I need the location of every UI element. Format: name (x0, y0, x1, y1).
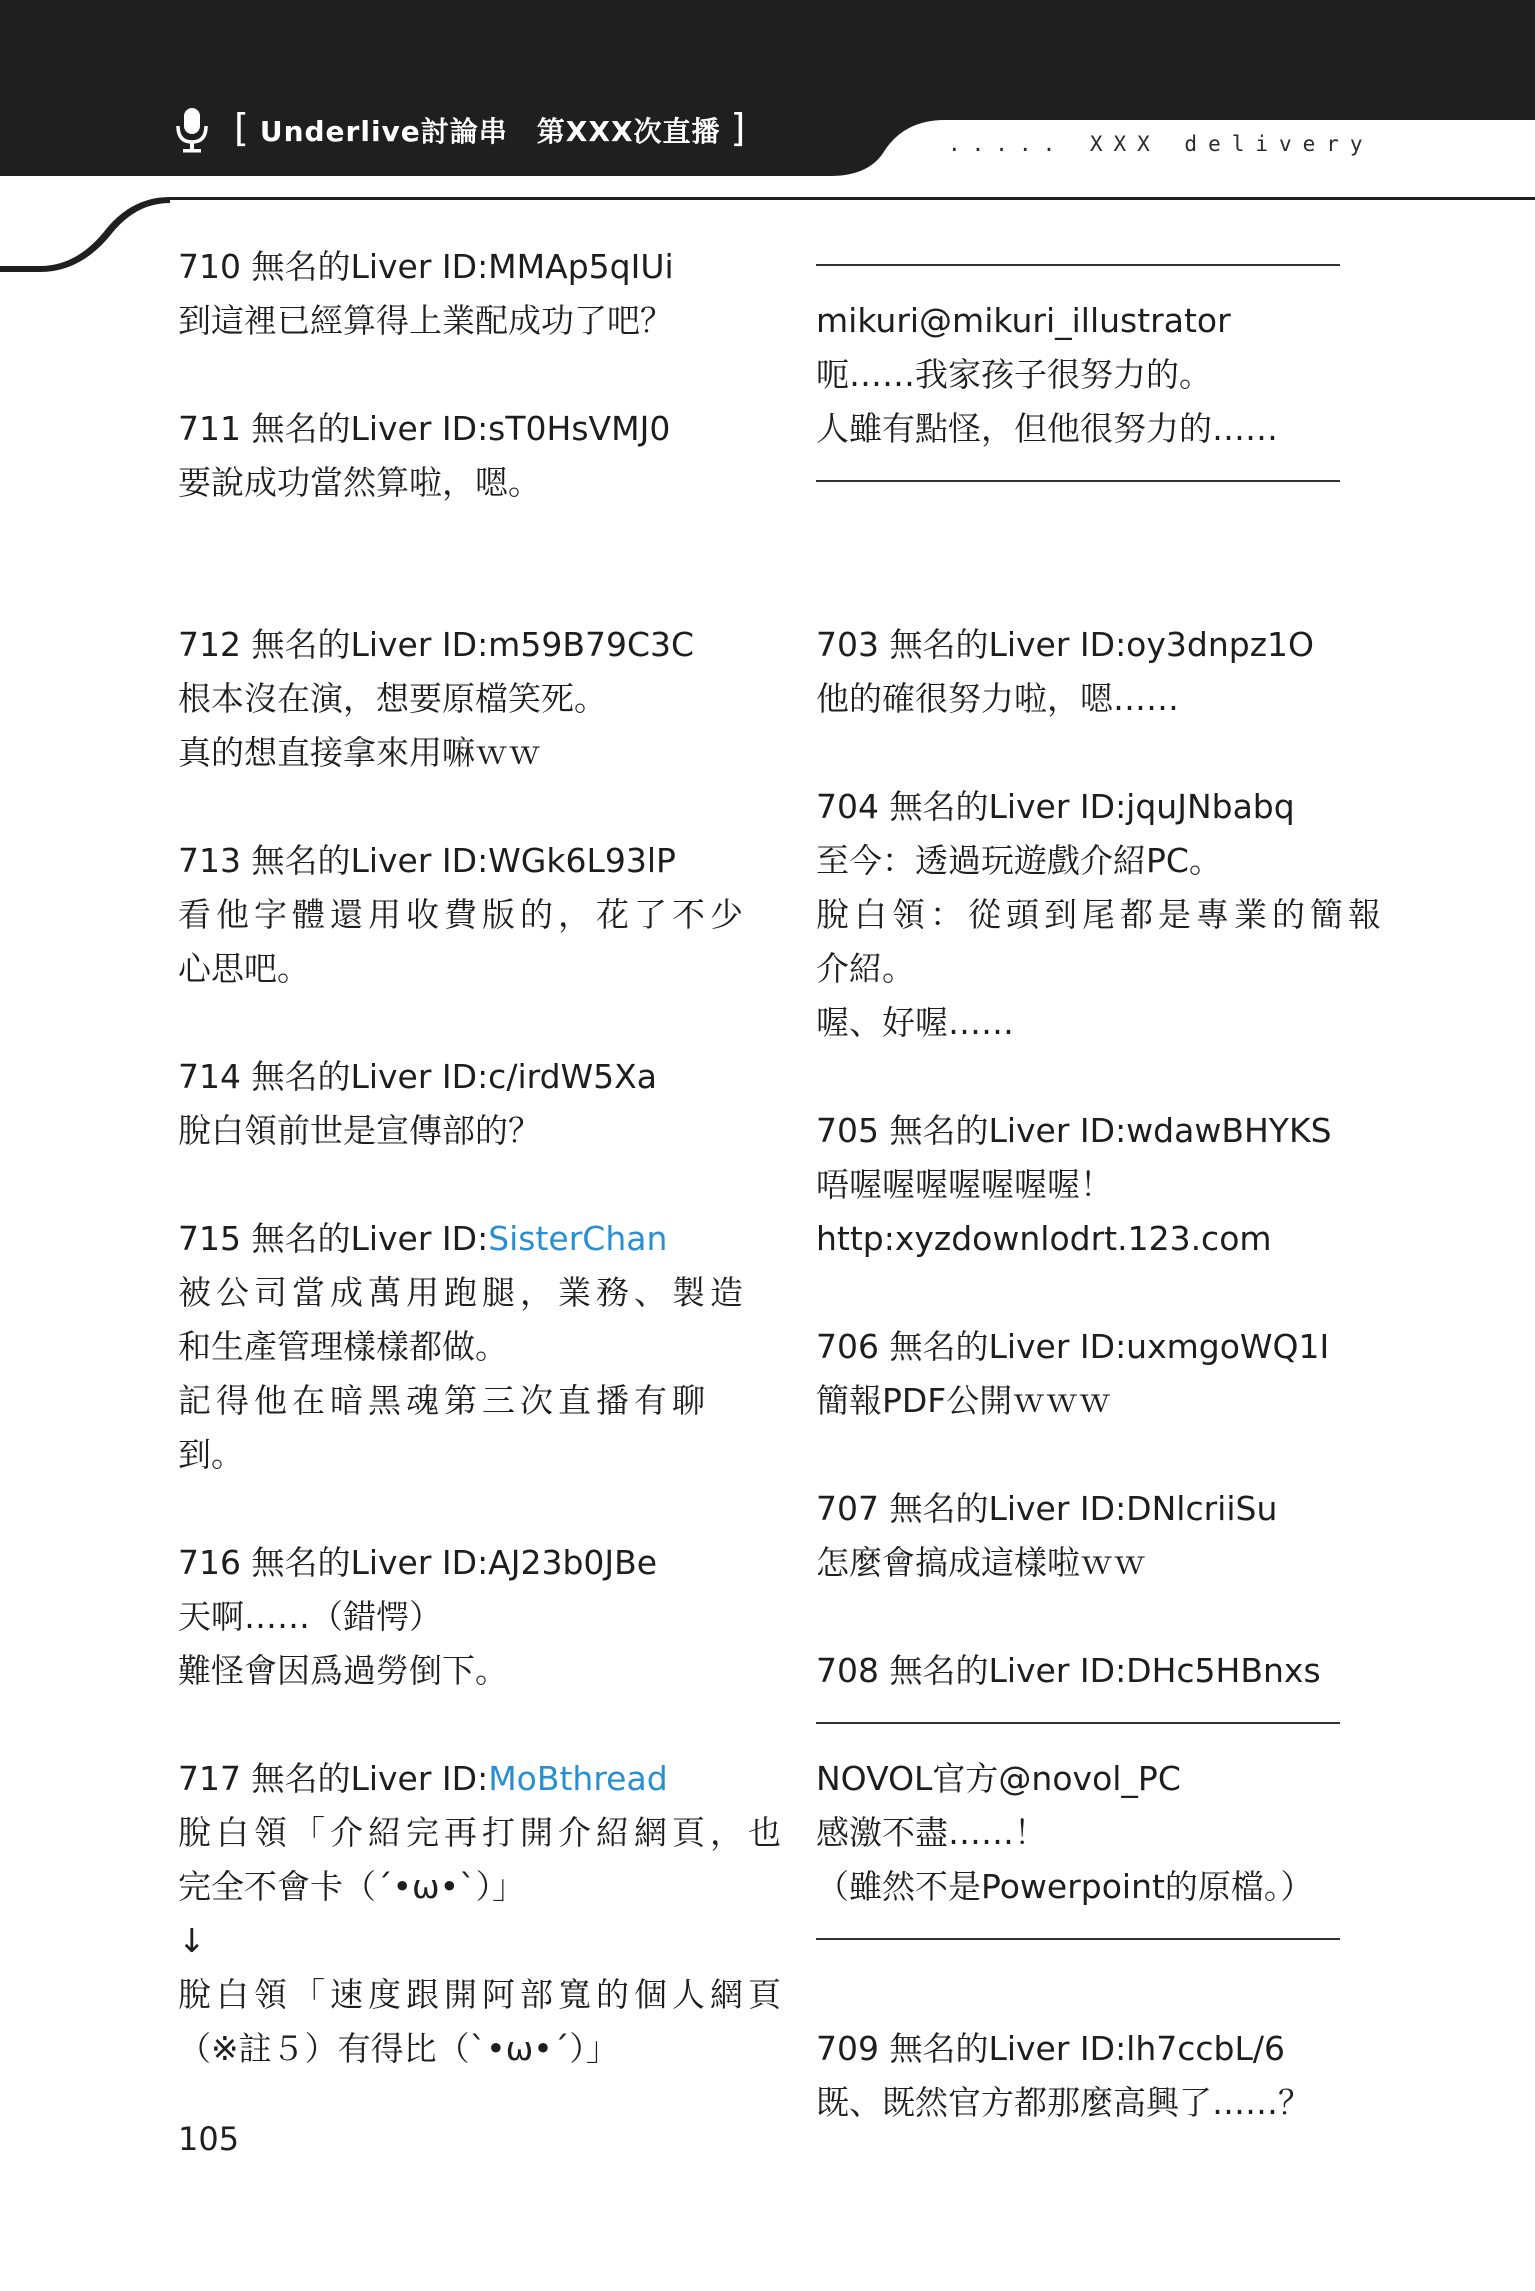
line-text: 感激不盡……！ (816, 1813, 1047, 1852)
line-text: 看他字體還用收費版的，花了不少 (178, 895, 748, 934)
post-line (816, 672, 1376, 726)
post-line (816, 942, 1376, 996)
post-line (178, 1374, 738, 1428)
line-text: 711 無名的Liver ID:sT0HsVMJ0 (178, 409, 671, 448)
page-number: 105 (178, 2120, 240, 2158)
right-column (816, 240, 1386, 2130)
line-text: 715 無名的Liver ID: (178, 1219, 489, 1258)
post-line (178, 1860, 738, 1914)
line-text: 天啊……（錯愕） (178, 1597, 442, 1636)
line-text: 到。 (178, 1435, 244, 1474)
blank-line (178, 1482, 738, 1536)
line-text: 真的想直接拿來用嘛ｗｗ (178, 733, 541, 772)
post-line (816, 1212, 1376, 1266)
post-header (816, 1644, 1376, 1698)
post-header (816, 1104, 1376, 1158)
line-text: 簡報PDF公開ｗｗｗ (816, 1381, 1112, 1420)
line-text: 難怪會因爲過勞倒下。 (178, 1651, 508, 1690)
post-line (816, 1860, 1376, 1914)
post-line (178, 456, 738, 510)
line-text: 714 無名的Liver ID:c/irdW5Xa (178, 1057, 657, 1096)
blank-line (178, 1158, 738, 1212)
divider (816, 240, 1376, 294)
delivery-tagline: ..... XXX delivery (948, 132, 1374, 156)
blank-line (178, 780, 738, 834)
post-line (816, 1752, 1376, 1806)
post-line (178, 1644, 738, 1698)
line-text: 他的確很努力啦，嗯…… (816, 679, 1179, 718)
line-text: 709 無名的Liver ID:lh7ccbL/6 (816, 2029, 1285, 2068)
line-text: 706 無名的Liver ID:uxmgoWQ1I (816, 1327, 1330, 1366)
post-line (178, 726, 738, 780)
line-text: 心思吧。 (178, 949, 310, 988)
post-header (816, 2022, 1376, 2076)
line-text: 716 無名的Liver ID:AJ23b0JBe (178, 1543, 658, 1582)
line-text: ↓ (178, 1921, 206, 1960)
blank-line (816, 1050, 1376, 1104)
line-text: 713 無名的Liver ID:WGk6L93lP (178, 841, 676, 880)
line-text: （雖然不是Powerpoint的原檔。） (816, 1867, 1314, 1906)
post-header (178, 1752, 738, 1806)
post-header (816, 780, 1376, 834)
blank-line (816, 1968, 1376, 2022)
blank-line (178, 510, 738, 564)
post-line (816, 888, 1386, 942)
bracket-open: [ (234, 106, 250, 150)
blank-line (816, 1590, 1376, 1644)
post-line (816, 1158, 1376, 1212)
post-line (178, 672, 738, 726)
line-text: NOVOL官方@novol_PC (816, 1759, 1181, 1798)
post-line (178, 294, 738, 348)
blank-line (816, 510, 1376, 564)
left-column (178, 240, 786, 2076)
line-text: 710 無名的Liver ID:MMAp5qIUi (178, 247, 674, 286)
post-line (178, 1590, 738, 1644)
post-header (178, 240, 738, 294)
blank-line (816, 1266, 1376, 1320)
post-header (816, 618, 1376, 672)
line-text: 完全不會卡（´•ω•`）」 (178, 1867, 526, 1906)
post-line (178, 888, 748, 942)
post-line (178, 2022, 738, 2076)
blank-line (178, 996, 738, 1050)
blank-line (178, 1698, 738, 1752)
line-text: 712 無名的Liver ID:m59B79C3C (178, 625, 695, 664)
line-text: 705 無名的Liver ID:wdawBHYKS (816, 1111, 1332, 1150)
post-line (178, 1320, 738, 1374)
line-text: 喔、好喔…… (816, 1003, 1014, 1042)
line-text: 怎麼會搞成這樣啦ｗｗ (816, 1543, 1146, 1582)
divider (816, 1698, 1376, 1752)
post-line (816, 402, 1376, 456)
post-header (178, 1212, 738, 1266)
line-text: （※註５）有得比（`•ω•´）」 (178, 2029, 619, 2068)
thread-title-text: Underlive討論串 第XXX次直播 (259, 115, 721, 148)
post-line (816, 2076, 1376, 2130)
line-text: 呃……我家孩子很努力的。 (816, 355, 1212, 394)
line-text: 介紹。 (816, 949, 915, 988)
microphone-icon (172, 106, 212, 154)
line-text: 717 無名的Liver ID: (178, 1759, 489, 1798)
blank-line (816, 726, 1376, 780)
blank-line (178, 348, 738, 402)
post-line (816, 1536, 1376, 1590)
divider (816, 456, 1376, 510)
line-text: 人雖有點怪，但他很努力的…… (816, 409, 1278, 448)
post-header (178, 1536, 738, 1590)
line-text: 要說成功當然算啦，嗯。 (178, 463, 541, 502)
line-text: 和生產管理樣樣都做。 (178, 1327, 508, 1366)
line-text: 脫白領：從頭到尾都是專業的簡報 (816, 895, 1386, 934)
line-text: 703 無名的Liver ID:oy3dnpz1O (816, 625, 1314, 664)
line-text: 707 無名的Liver ID:DNlcriiSu (816, 1489, 1278, 1528)
line-text: 根本沒在演，想要原檔笑死。 (178, 679, 607, 718)
line-text: http:xyzdownlodrt.123.com (816, 1219, 1272, 1258)
post-header (816, 1320, 1376, 1374)
post-line (178, 1968, 786, 2022)
line-text: 704 無名的Liver ID:jquJNbabq (816, 787, 1295, 826)
blank-line (816, 564, 1376, 618)
post-line (178, 1806, 786, 1860)
blank-line (178, 564, 738, 618)
line-text: 唔喔喔喔喔喔喔喔！ (816, 1165, 1113, 1204)
post-line (816, 348, 1376, 402)
post-header (178, 1050, 738, 1104)
line-text: 到這裡已經算得上業配成功了吧？ (178, 301, 673, 340)
user-id-link[interactable]: SisterChan (488, 1219, 668, 1258)
post-header (178, 402, 738, 456)
post-line (816, 1374, 1376, 1428)
post-line (178, 1428, 738, 1482)
blank-line (816, 1428, 1376, 1482)
post-header (178, 618, 738, 672)
post-line (178, 1914, 738, 1968)
line-text: 記得他在暗黑魂第三次直播有聊 (178, 1381, 710, 1420)
post-line (816, 294, 1376, 348)
post-line (178, 942, 738, 996)
bracket-close: ] (730, 106, 747, 150)
line-text: 被公司當成萬用跑腿，業務、製造 (178, 1273, 748, 1312)
line-text: 708 無名的Liver ID:DHc5HBnxs (816, 1651, 1321, 1690)
line-text: 脫白領「介紹完再打開介紹網頁，也 (178, 1813, 786, 1852)
line-text: 既、既然官方都那麼高興了……？ (816, 2083, 1311, 2122)
divider (816, 1914, 1376, 1968)
post-line (816, 996, 1376, 1050)
line-text: mikuri@mikuri_illustrator (816, 301, 1231, 340)
thread-title (224, 104, 756, 152)
post-header (816, 1482, 1376, 1536)
post-line (816, 834, 1376, 888)
post-line (178, 1266, 748, 1320)
line-text: 脫白領「速度跟開阿部寬的個人網頁 (178, 1975, 786, 2014)
line-text: 脫白領前世是宣傳部的？ (178, 1111, 541, 1150)
user-id-link[interactable]: MoBthread (488, 1759, 668, 1798)
post-header (178, 834, 738, 888)
line-text: 至今：透過玩遊戲介紹PC。 (816, 841, 1222, 880)
post-line (178, 1104, 738, 1158)
post-line (816, 1806, 1376, 1860)
